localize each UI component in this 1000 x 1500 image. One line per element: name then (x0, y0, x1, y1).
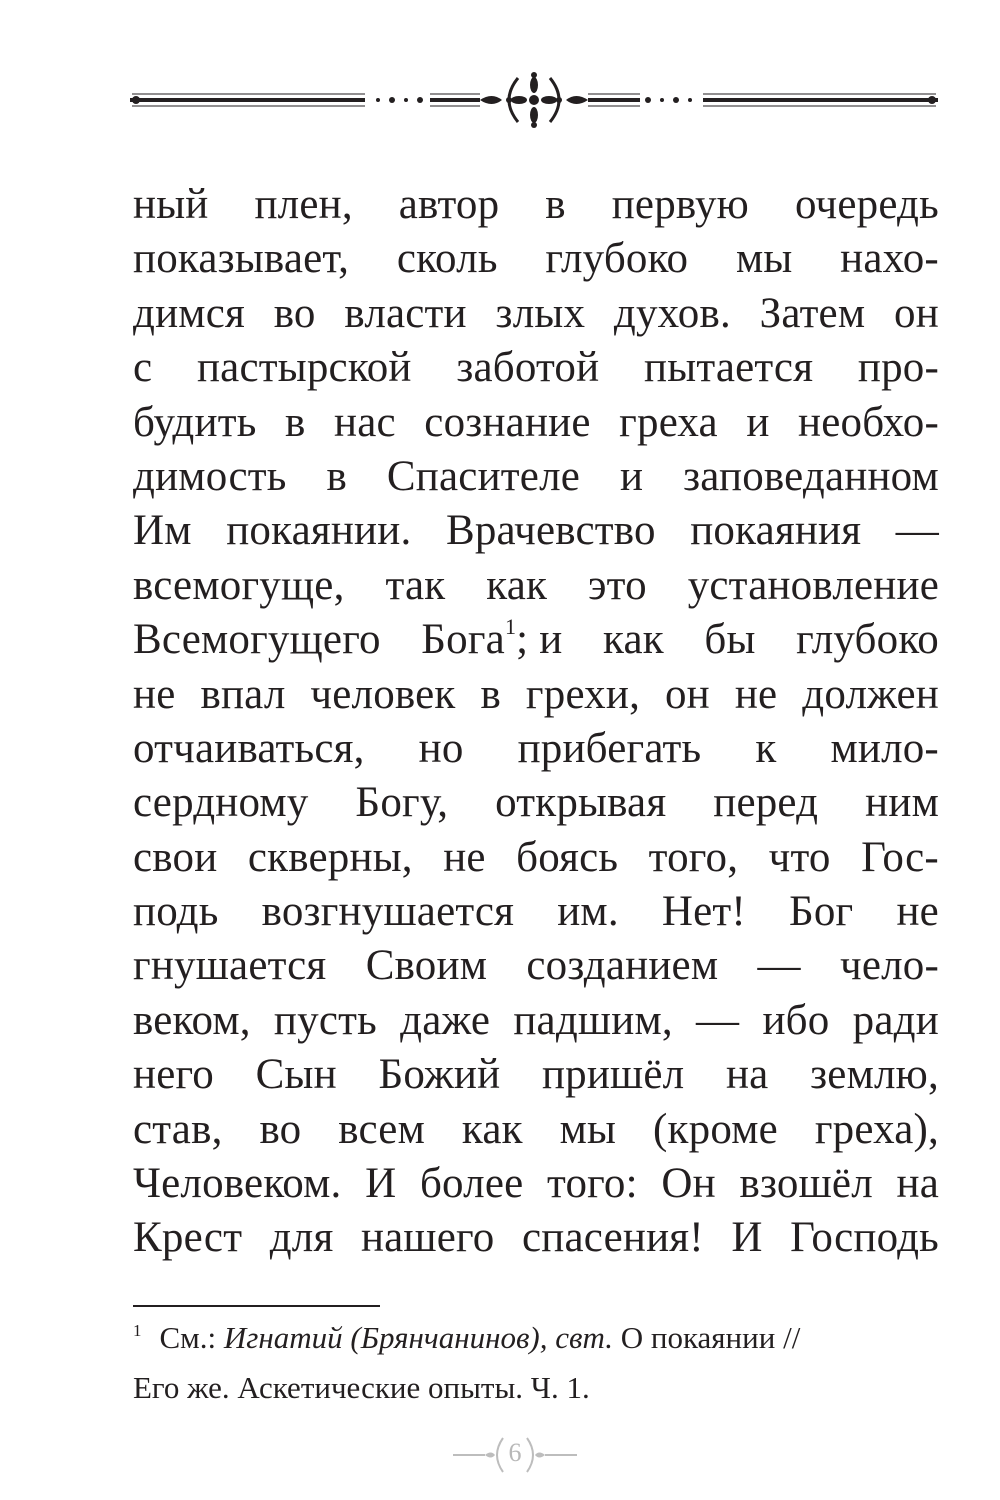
footnote-author: Игнатий (Брянчанинов), свт. (223, 1320, 613, 1355)
text-line: Всемогущего Бога$^1$; и как бы глубоко (133, 613, 939, 664)
footnote-line-2: Его же. Аскетические опыты. Ч. 1. (133, 1370, 590, 1405)
text-line: отчаиваться, но прибегать к мило- (133, 724, 939, 772)
header-ornament (130, 70, 938, 130)
text-line: сердному Богу, открывая перед ним (133, 779, 939, 827)
text-line: Человеком. И более того: Он взошёл на (133, 1160, 939, 1208)
text-line: Им покаянии. Врачевство покаяния — (133, 507, 939, 555)
text-line: будить в нас сознание греха и необхо- (133, 398, 939, 446)
text-line: димость в Спасителе и заповеданном (133, 452, 939, 500)
footnote-title: О покаянии // (620, 1320, 801, 1355)
text-line: него Сын Божий пришёл на землю, (133, 1051, 939, 1099)
text-line: свои скверны, не боясь того, что Гос- (133, 833, 939, 881)
body-text (133, 178, 939, 1266)
footnote-divider (133, 1305, 380, 1307)
text-line: подь возгнушается им. Нет! Бог не (133, 888, 939, 936)
text-line: с пастырской заботой пытается про- (133, 344, 939, 392)
footnote-mark: 1 (133, 1321, 142, 1340)
text-line: всемогуще, так как это установление (133, 561, 939, 609)
footnote-reference[interactable]: 1 (504, 613, 517, 639)
text-line: показывает, сколь глубоко мы нахо- (133, 235, 939, 283)
text-line: веком, пусть даже падшим, — ибо ради (133, 996, 939, 1044)
footnote-line (133, 1315, 939, 1365)
text-line: став, во всем как мы (кроме греха), (133, 1105, 939, 1153)
page-number: 6 (508, 1438, 522, 1467)
page-number-ornament (445, 1430, 585, 1480)
text-line: гнушается Своим созданием — чело- (133, 942, 939, 990)
text-line: ный плен, автор в первую очередь (133, 181, 939, 228)
text-line: Крест для нашего спасения! И Господь (133, 1214, 939, 1262)
text-line: димся во власти злых духов. Затем он (133, 289, 939, 337)
text-line: не впал человек в грехи, он не должен (133, 670, 939, 718)
footnote (133, 1315, 939, 1410)
footnote-see: См.: (159, 1320, 217, 1355)
